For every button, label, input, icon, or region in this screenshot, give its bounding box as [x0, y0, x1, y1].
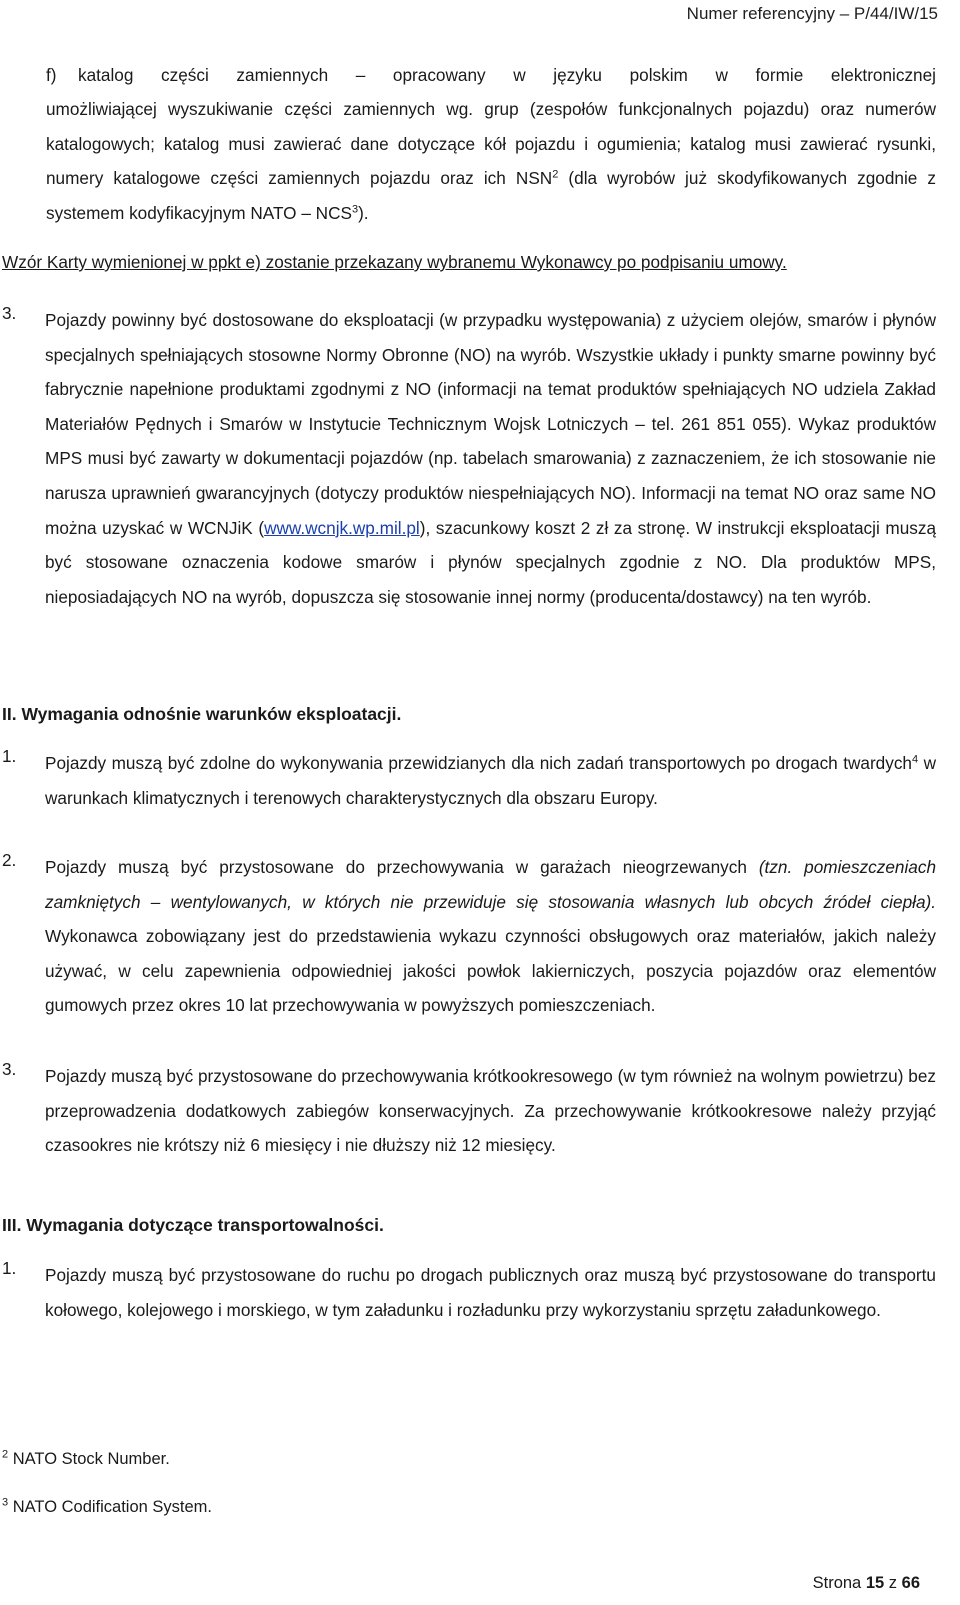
section-2-item-3	[2, 1059, 936, 1163]
item-f-label: f)	[46, 65, 57, 85]
footer-current-page: 15	[865, 1574, 885, 1592]
wcnjk-website-link[interactable]: www.wcnjk.wp.mil.pl	[264, 517, 420, 538]
footer-separator: z	[888, 1574, 898, 1592]
item-f-paragraph	[46, 58, 936, 230]
footnote-3-text: NATO Codification System.	[12, 1498, 213, 1516]
item-3-text-after-link: ), szacunkowy koszt 2 zł za stronę. W instrukcji eksploatacji muszą być stosowane oznaczenia kodowe smarów i płynów specjalnych zgodnie z NO. Dla produktów MPS, nieposiadających NO na wyrób, dopuszcza się stosowanie innej normy (producenta/dostawcy) na ten wyrób.	[45, 517, 936, 607]
section-3-item-1-number: 1.	[2, 1258, 17, 1278]
footnote-ref-4[interactable]: 4	[911, 753, 919, 766]
footnote-3-mark: 3	[2, 1496, 9, 1509]
section-2-item-3-number: 3.	[2, 1059, 17, 1079]
footer-total-pages: 66	[901, 1574, 920, 1592]
item-3-number: 3.	[2, 303, 17, 323]
section-2-item-1-text-a: Pojazdy muszą być zdolne do wykonywania przewidzianych dla nich zadań transportowych po drogach twardych	[45, 753, 912, 773]
item-3-body	[45, 303, 936, 614]
footnote-3	[2, 1498, 212, 1517]
item-f-body-text: umożliwiającej wyszukiwanie części zamiennych wg. grup (zespołów funkcjonalnych pojazdu) oraz numerów katalogowych; katalog musi zawierać dane dotyczące kół pojazdu i ogumienia; katalog musi zawierać rysunki, numery katalogowe części zamiennych pojazdu oraz ich NSN	[46, 99, 936, 189]
section-2-item-3-body: Pojazdy muszą być przystosowane do przechowywania krótkookresowego (w tym również na wolnym powietrzu) bez przeprowadzenia dodatkowych zabiegów konserwacyjnych. Za przechowywanie krótkookresowe należy przyjąć czasookres nie krótszy niż 6 miesięcy i nie dłuższy niż 12 miesięcy.	[45, 1066, 936, 1156]
section-2-item-2-number: 2.	[2, 850, 17, 870]
footnote-ref-3[interactable]: 3	[351, 202, 359, 215]
section-2-item-1-number: 1.	[2, 746, 17, 766]
page-number-footer	[813, 1574, 920, 1593]
card-template-note: Wzór Karty wymienionej w ppkt e) zostanie przekazany wybranemu Wykonawcy po podpisaniu umowy.	[2, 252, 787, 272]
footnote-ref-2[interactable]: 2	[552, 168, 559, 181]
footnote-2-mark: 2	[2, 1448, 9, 1461]
section-3-item-1	[2, 1258, 936, 1327]
section-2-item-1-body	[45, 746, 936, 815]
item-f-body	[46, 92, 936, 230]
section-3-item-1-body: Pojazdy muszą być przystosowane do ruchu po drogach publicznych oraz muszą być przystosowane do transportu kołowego, kolejowego i morskiego, w tym załadunku i rozładunku przy wykorzystaniu sprzętu załadunkowego.	[45, 1265, 936, 1320]
section-2-item-2-body	[45, 850, 936, 1023]
item-f-first-line: katalog części zamiennych – opracowany w języku polskim w formie elektronicznej	[78, 65, 936, 85]
document-reference-number: Numer referencyjny – P/44/IW/15	[686, 4, 938, 23]
section-2-item-2-text-a: Pojazdy muszą być przystosowane do przechowywania w garażach nieogrzewanych	[45, 857, 759, 877]
item-3-paragraph	[2, 303, 936, 614]
item-f-body-text-2: (dla wyrobów już skodyfikowanych zgodnie z systemem kodyfikacyjnym NATO – NCS	[46, 168, 936, 223]
footnote-2-text: NATO Stock Number.	[12, 1450, 170, 1468]
section-3-heading: III. Wymagania dotyczące transportowalności.	[2, 1215, 384, 1235]
section-2-item-1	[2, 746, 936, 815]
section-2-item-2-italic-note: (tzn. pomieszczeniach zamkniętych – wentylowanych, w których nie przewiduje się stosowania własnych lub obcych źródeł ciepła).	[45, 857, 936, 912]
section-2-item-2	[2, 850, 936, 1023]
section-2-item-2-text-b: Wykonawca zobowiązany jest do przedstawienia wykazu czynności obsługowych oraz materiałów, jakich należy używać, w celu zapewnienia odpowiedniej jakości powłok lakierniczych, poszycia pojazdów oraz elementów gumowych przez okres 10 lat przechowywania w powyższych pomieszczeniach.	[45, 926, 936, 1016]
section-2-item-1-text-b: w warunkach klimatycznych i terenowych charakterystycznych dla obszaru Europy.	[45, 753, 936, 808]
section-2-heading: II. Wymagania odnośnie warunków eksploatacji.	[2, 704, 402, 724]
item-3-text-before-link: Pojazdy powinny być dostosowane do eksploatacji (w przypadku występowania) z użyciem olejów, smarów i płynów specjalnych spełniających stosowne Normy Obronne (NO) na wyrób. Wszystkie układy i punkty smarne powinny być fabrycznie napełnione produktami zgodnymi z NO (informacji na temat produktów spełniających NO udziela Zakład Materiałów Pędnych i Smarów w Instytucie Technicznym Wojsk Lotniczych – tel. 261 851 055). Wykaz produktów MPS musi być zawarty w dokumentacji pojazdów (np. tabelach smarowania) z zaznaczeniem, że ich stosowanie nie narusza uprawnień gwarancyjnych (dotyczy produktów niespełniających NO). Informacji na temat NO oraz same NO można uzyskać w WCNJiK (	[45, 310, 936, 538]
footer-prefix: Strona	[812, 1574, 862, 1592]
footnote-2	[2, 1450, 170, 1469]
item-f-body-end: ).	[358, 202, 369, 223]
